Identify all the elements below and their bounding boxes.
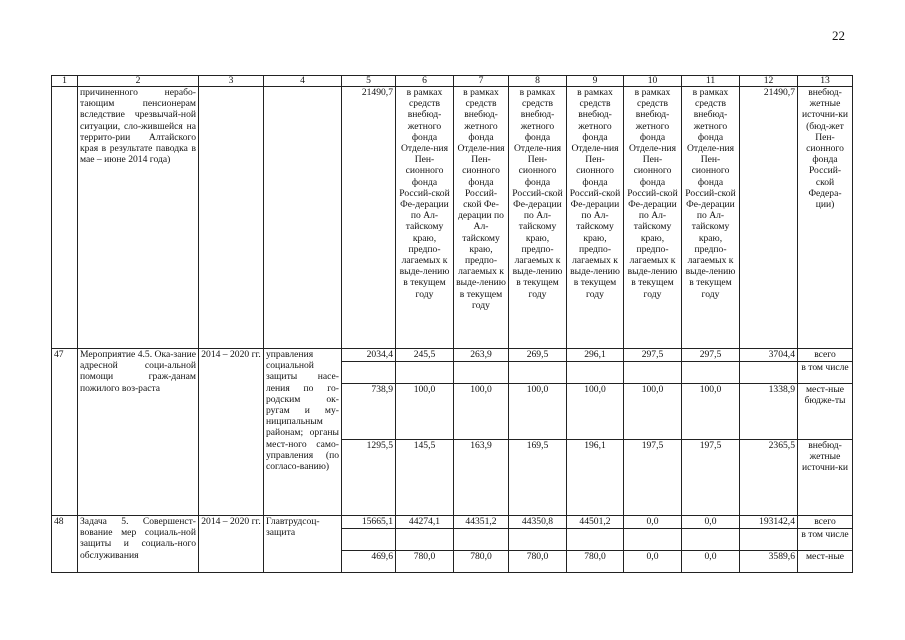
value-cell: 0,0 (682, 516, 740, 529)
period-cell (199, 87, 264, 349)
value-cell: 1338,9 (740, 384, 798, 440)
value-cell (342, 529, 396, 551)
value-cell: 44351,2 (454, 516, 509, 529)
header-cell: 1 (52, 76, 78, 87)
value-cell (624, 362, 682, 384)
value-cell: 2365,5 (740, 440, 798, 516)
value-cell: 269,5 (509, 349, 567, 362)
header-cell: 8 (509, 76, 567, 87)
value-cell: 197,5 (682, 440, 740, 516)
value-cell (567, 362, 624, 384)
header-cell: 12 (740, 76, 798, 87)
funding-source-cell: всего (798, 516, 853, 529)
value-cell: 2034,4 (342, 349, 396, 362)
value-cell: в рамках средств внебюд-жетного фонда Отделе-ния Пен-сионного фонда Россий-ской Фе-дерации по Ал-тайскому краю, предпо-лагаемых к выде-лению в текущем году (396, 87, 454, 349)
value-cell: 169,5 (509, 440, 567, 516)
measure-name-cell: Задача 5. Совершенст-вование мер социаль-ной защиты и социаль-ного обслуживания (78, 516, 199, 573)
measure-name-cell: Мероприятие 4.5. Ока-зание адресной соци-альной помощи граж-данам пожилого воз-раста (78, 349, 199, 516)
value-cell: 296,1 (567, 349, 624, 362)
header-cell: 13 (798, 76, 853, 87)
measure-name-cell: причиненного нерабо-тающим пенсионерам вследствие чрезвычай-ной ситуации, сло-жившейся на террито-рии Алтайского края в результате паводка в мае – июне 2014 года) (78, 87, 199, 349)
value-cell (396, 529, 454, 551)
row-number-cell: 48 (52, 516, 78, 573)
value-cell (624, 529, 682, 551)
table-row (52, 516, 853, 529)
value-cell: 100,0 (624, 384, 682, 440)
value-cell: 3589,6 (740, 551, 798, 573)
value-cell: 780,0 (396, 551, 454, 573)
header-cell: 5 (342, 76, 396, 87)
funding-source-cell: в том числе (798, 529, 853, 551)
value-cell (682, 529, 740, 551)
value-cell (509, 529, 567, 551)
value-cell (567, 529, 624, 551)
value-cell (682, 362, 740, 384)
funding-source-cell: в том числе (798, 362, 853, 384)
funding-source-cell: внебюд-жетные источни-ки (бюд-жет Пен-сионного фонда Россий-ской Федера-ции) (798, 87, 853, 349)
value-cell: 263,9 (454, 349, 509, 362)
value-cell: 738,9 (342, 384, 396, 440)
row-number-cell: 47 (52, 349, 78, 516)
value-cell: в рамках средств внебюд-жетного фонда Отделе-ния Пен-сионного фонда Россий-ской Фе-дерации по Ал-тайскому краю, предпо-лагаемых к выде-лению в текущем году (624, 87, 682, 349)
header-cell: 3 (199, 76, 264, 87)
header-cell: 9 (567, 76, 624, 87)
value-cell: 44501,2 (567, 516, 624, 529)
value-cell: 100,0 (682, 384, 740, 440)
value-cell: 0,0 (624, 516, 682, 529)
value-cell: 100,0 (396, 384, 454, 440)
row-number-cell (52, 87, 78, 349)
value-cell: 193142,4 (740, 516, 798, 529)
value-cell: 197,5 (624, 440, 682, 516)
value-cell: в рамках средств внебюд-жетного фонда Отделе-ния Пен-сионного фонда Россий-ской Фе-дерации по Ал-тайскому краю, предпо-лагаемых к выде-лению в текущем году (682, 87, 740, 349)
period-cell: 2014 – 2020 гг. (199, 516, 264, 573)
value-cell: 297,5 (624, 349, 682, 362)
value-cell: 163,9 (454, 440, 509, 516)
value-cell (454, 362, 509, 384)
value-cell: в рамках средств внебюд-жетного фонда Отделе-ния Пен-сионного фонда Россий-ской Фе-дерации по Ал-тайскому краю, предпо-лагаемых к выде-лению в текущем году (454, 87, 509, 349)
value-cell: 44274,1 (396, 516, 454, 529)
value-cell: 15665,1 (342, 516, 396, 529)
value-cell (396, 362, 454, 384)
header-cell: 7 (454, 76, 509, 87)
header-cell: 11 (682, 76, 740, 87)
value-cell: 780,0 (454, 551, 509, 573)
value-cell: 100,0 (567, 384, 624, 440)
header-row (52, 76, 853, 87)
period-cell: 2014 – 2020 гг. (199, 349, 264, 516)
value-cell: 780,0 (509, 551, 567, 573)
value-cell: 21490,7 (342, 87, 396, 349)
table-row (52, 349, 853, 362)
value-cell: 21490,7 (740, 87, 798, 349)
header-cell: 4 (264, 76, 342, 87)
value-cell: 44350,8 (509, 516, 567, 529)
executor-cell: управления социальной защиты насе-ления по го-родским ок-ругам и му-ниципальным районам; органы мест-ного само-управления (по согласо-ванию) (264, 349, 342, 516)
value-cell (740, 529, 798, 551)
value-cell: 245,5 (396, 349, 454, 362)
value-cell (454, 529, 509, 551)
value-cell: 0,0 (682, 551, 740, 573)
value-cell: в рамках средств внебюд-жетного фонда Отделе-ния Пен-сионного фонда Россий-ской Фе-дерации по Ал-тайскому краю, предпо-лагаемых к выде-лению в текущем году (567, 87, 624, 349)
value-cell: 3704,4 (740, 349, 798, 362)
value-cell: 1295,5 (342, 440, 396, 516)
page-number: 22 (832, 28, 845, 43)
executor-cell (264, 87, 342, 349)
funding-source-cell: мест-ные (798, 551, 853, 573)
value-cell: 196,1 (567, 440, 624, 516)
funding-source-cell: внебюд-жетные источни-ки (798, 440, 853, 516)
value-cell: 100,0 (509, 384, 567, 440)
value-cell: 469,6 (342, 551, 396, 573)
value-cell (740, 362, 798, 384)
value-cell: в рамках средств внебюд-жетного фонда Отделе-ния Пен-сионного фонда Россий-ской Фе-дерации по Ал-тайскому краю, предпо-лагаемых к выде-лению в текущем году (509, 87, 567, 349)
value-cell (509, 362, 567, 384)
header-cell: 6 (396, 76, 454, 87)
funding-source-cell: мест-ные бюдже-ты (798, 384, 853, 440)
header-cell: 10 (624, 76, 682, 87)
funding-source-cell: всего (798, 349, 853, 362)
header-cell: 2 (78, 76, 199, 87)
value-cell (342, 362, 396, 384)
value-cell: 145,5 (396, 440, 454, 516)
value-cell: 297,5 (682, 349, 740, 362)
value-cell: 0,0 (624, 551, 682, 573)
table-row-continued (52, 87, 853, 349)
executor-cell: Главтрудсоц-защита (264, 516, 342, 573)
budget-table (51, 75, 853, 573)
value-cell: 780,0 (567, 551, 624, 573)
value-cell: 100,0 (454, 384, 509, 440)
